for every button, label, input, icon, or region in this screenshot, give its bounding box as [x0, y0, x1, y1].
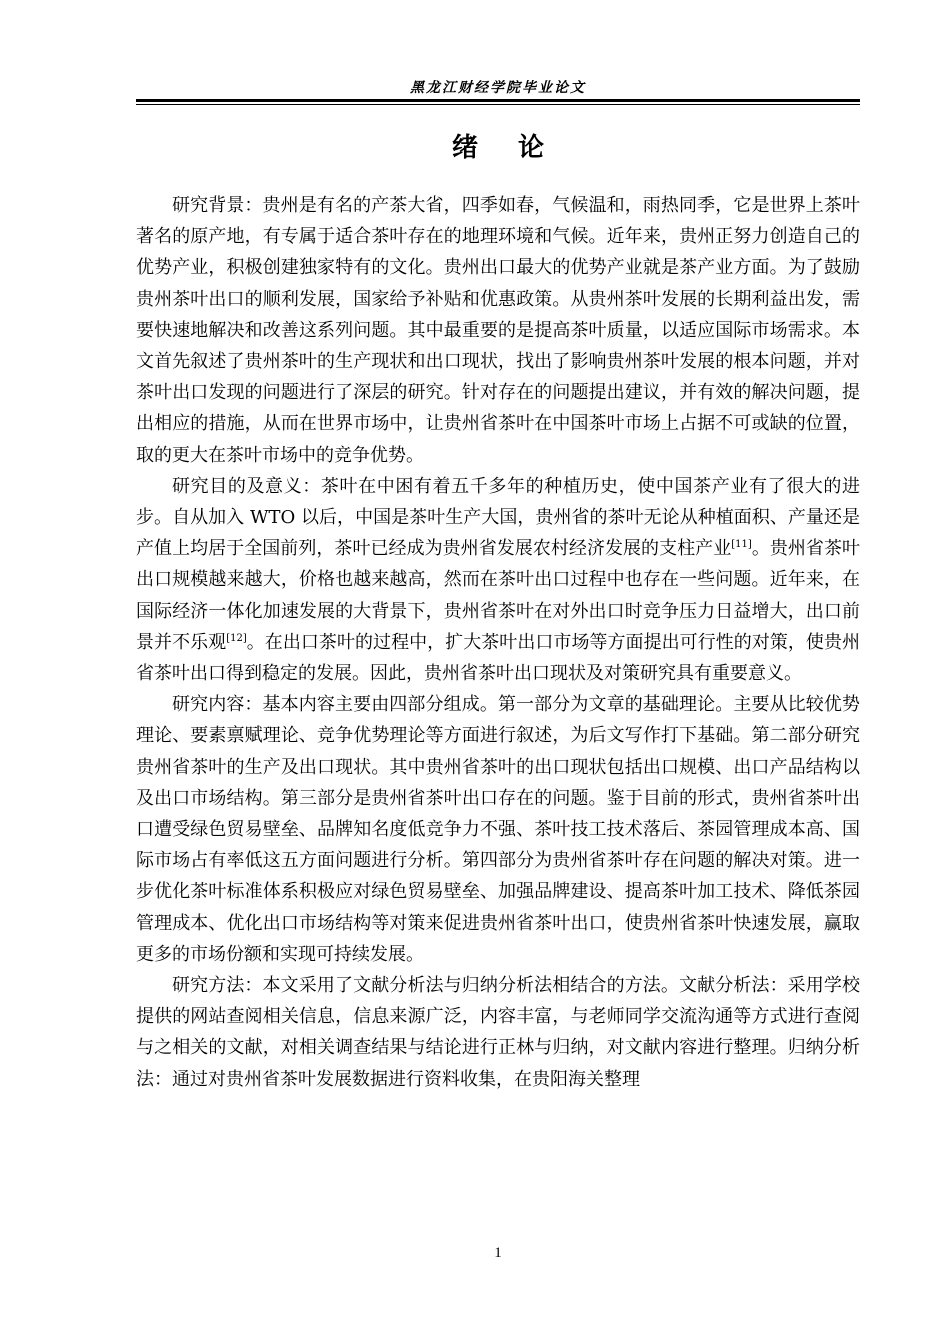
paragraph-purpose [136, 471, 860, 689]
section-title: 绪论 [451, 133, 584, 163]
paragraph-method: 研究方法：本文采用了文献分析法与归纳分析法相结合的方法。文献分析法：采用学校提供的网站查阅相关信息，信息来源广泛，内容丰富，与老师同学交流沟通等方式进行查阅与之相关的文献，对相关调查结果与结论进行正林与归纳，对文献内容进行整理。归纳分析法：通过对贵州省茶叶发展数据进行资料收集，在贵阳海关整理 [136, 975, 860, 1090]
paragraph-content: 研究内容：基本内容主要由四部分组成。第一部分为文章的基础理论。主要从比较优势理论、要素禀赋理论、竞争优势理论等方面进行叙述，为后文写作打下基础。第二部分研究贵州省茶叶的生产及出口现状。其中贵州省茶叶的出口现状包括出口规模、出口产品结构以及出口市场结构。第三部分是贵州省茶叶出口存在的问题。鉴于目前的形式，贵州省茶叶出口遭受绿色贸易壁垒、品牌知名度低竞争力不强、茶叶技工技术落后、茶园管理成本高、国际市场占有率低这五方面问题进行分析。第四部分为贵州省茶叶存在问题的解决对策。进一步优化茶叶标准体系积极应对绿色贸易壁垒、加强品牌建设、提高茶叶加工技术、降低茶园管理成本、优化出口市场结构等对策来促进贵州省茶叶出口，使贵州省茶叶快速发展，赢取更多的市场份额和实现可持续发展。 [136, 694, 860, 965]
citation-11: [11] [731, 539, 752, 551]
paragraph-background: 研究背景：贵州是有名的产茶大省，四季如春，气候温和，雨热同季，它是世界上茶叶著名的原产地，有专属于适合茶叶存在的地理环境和气候。近年来，贵州正努力创造自己的优势产业，积极创建独家特有的文化。贵州出口最大的优势产业就是茶产业方面。为了鼓励贵州茶叶出口的顺利发展，国家给予补贴和优惠政策。从贵州茶叶发展的长期利益出发，需要快速地解决和改善这系列问题。其中最重要的是提高茶叶质量，以适应国际市场需求。本文首先叙述了贵州茶叶的生产现状和出口现状，找出了影响贵州茶叶发展的根本问题，并对茶叶出口发现的问题进行了深层的研究。针对存在的问题提出建议，并有效的解决问题，提出相应的措施，从而在世界市场中，让贵州省茶叶在中国茶叶市场上占据不可或缺的位置，取的更大在茶叶市场中的竞争优势。 [136, 195, 860, 466]
page-number: 1 [494, 1245, 502, 1261]
header-rule-thick [136, 99, 860, 102]
citation-12: [12] [226, 632, 247, 644]
body-text [136, 190, 860, 1095]
header-rule-thin [136, 104, 860, 105]
paragraph-purpose-text-3: 。在出口茶叶的过程中，扩大茶叶出口市场等方面提出可行性的对策，使贵州省茶叶出口得到稳定的发展。因此，贵州省茶叶出口现状及对策研究具有重要意义。 [136, 631, 861, 685]
running-header: 黑龙江财经学院毕业论文 [410, 80, 586, 96]
paragraph-purpose-text-2: 。贵州省茶叶出口规模越来越大，价格也越来越高，然而在茶叶出口过程中也存在一些问题。近年来，在国际经济一体化加速发展的大背景下，贵州省茶叶在对外出口时竞争压力日益增大，出口前景并不乐观 [136, 538, 861, 653]
paragraph-purpose-text-1: 研究目的及意义：茶叶在中困有着五千多年的种植历史，使中国茶产业有了很大的进步。自从加入 WTO 以后，中国是茶叶生产大国，贵州省的茶叶无论从种植面积、产量还是产值上均居于全国前列，茶叶已经成为贵州省发展农村经济发展的支柱产业 [136, 475, 860, 560]
